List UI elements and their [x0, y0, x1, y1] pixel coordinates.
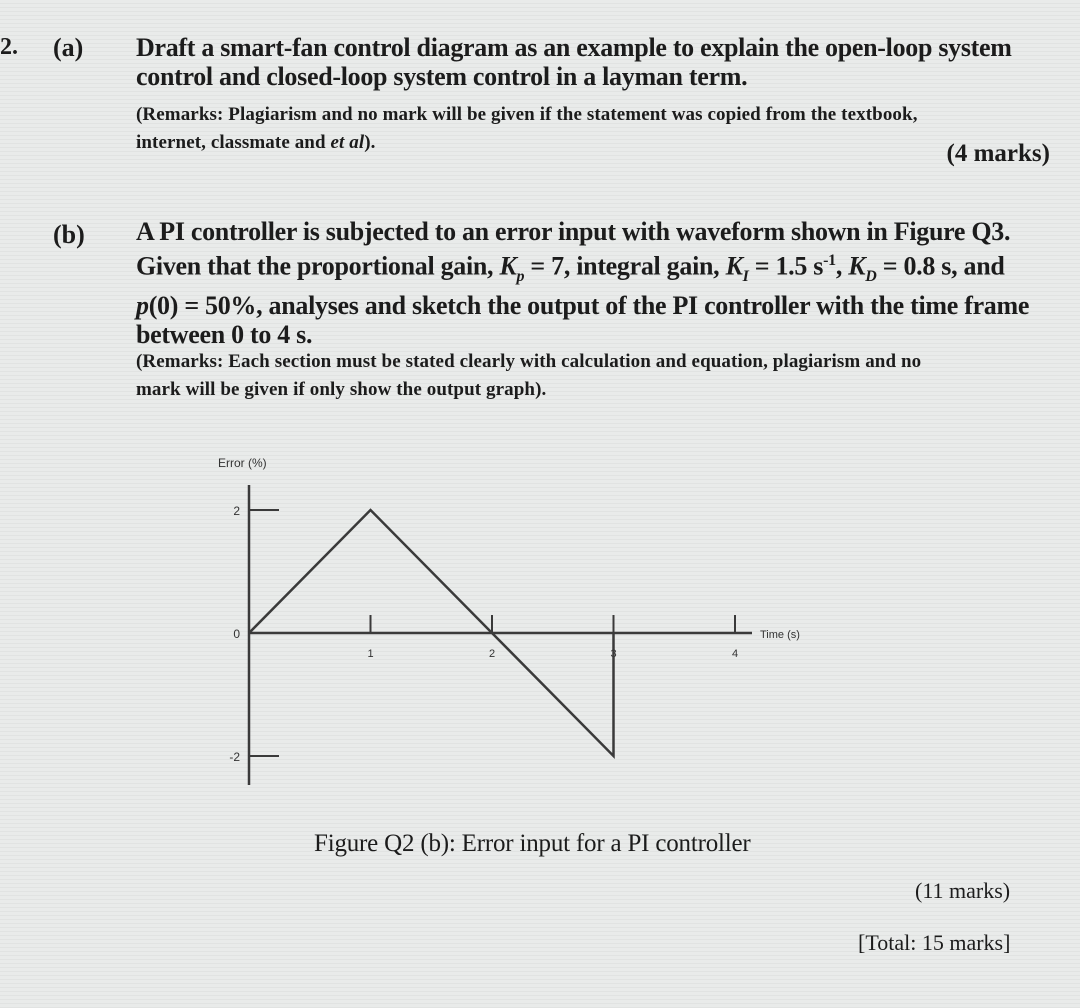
x-tick-label-2: 2 — [488, 648, 496, 660]
part-b-remark-line-1: (Remarks: Each section must be stated clearly with calculation and equation, plagiarism and no — [136, 351, 922, 372]
part-b-marks: (11 marks) — [915, 878, 1011, 903]
chart-axes — [249, 485, 752, 785]
figure-caption: Figure Q2 (b): Error input for a PI controller — [314, 830, 751, 857]
part-a-remark-line-2: internet, classmate and et al). — [136, 132, 376, 153]
part-a-label: (a) — [53, 33, 84, 62]
part-a-line-1: Draft a smart-fan control diagram as an example to explain the open-loop system — [136, 33, 1012, 62]
x-tick-label-4: 4 — [731, 648, 739, 660]
part-b-label: (b) — [53, 220, 85, 249]
part-b-remark-line-2: mark will be given if only show the output graph). — [136, 379, 547, 400]
y-axis-label: Error (%) — [218, 456, 267, 470]
y-tick-label--2: -2 — [229, 750, 240, 764]
x-tick-label-3: 3 — [610, 648, 617, 660]
part-a-remark-line-1: (Remarks: Plagiarism and no mark will be given if the statement was copied from the textbook, — [136, 104, 918, 125]
part-b-line-4: between 0 to 4 s. — [136, 319, 313, 349]
part-a-line-2: control and closed-loop system control in a layman term. — [136, 62, 748, 91]
x-tick-label-1: 1 — [367, 648, 374, 660]
question-number: 2. — [0, 34, 18, 60]
x-axis-label: Time (s) — [760, 629, 800, 641]
part-b-line-1: A PI controller is subjected to an error input with waveform shown in Figure Q3. — [136, 217, 1011, 246]
y-tick-label-2: 2 — [233, 504, 240, 518]
part-b-line-3: p(0) = 50%, analyses and sketch the output of the PI controller with the time frame — [136, 290, 1030, 320]
total-marks: [Total: 15 marks] — [858, 930, 1011, 955]
part-b-line-2: Given that the proportional gain, $K_p = 7$, integral gain, $K_I = 1.5$ $s^{-1}$, $K_D = 0.8$ s, and — [136, 251, 1005, 285]
y-tick-label-0: 0 — [233, 627, 240, 641]
part-a-marks: (4 marks) — [946, 140, 1050, 167]
